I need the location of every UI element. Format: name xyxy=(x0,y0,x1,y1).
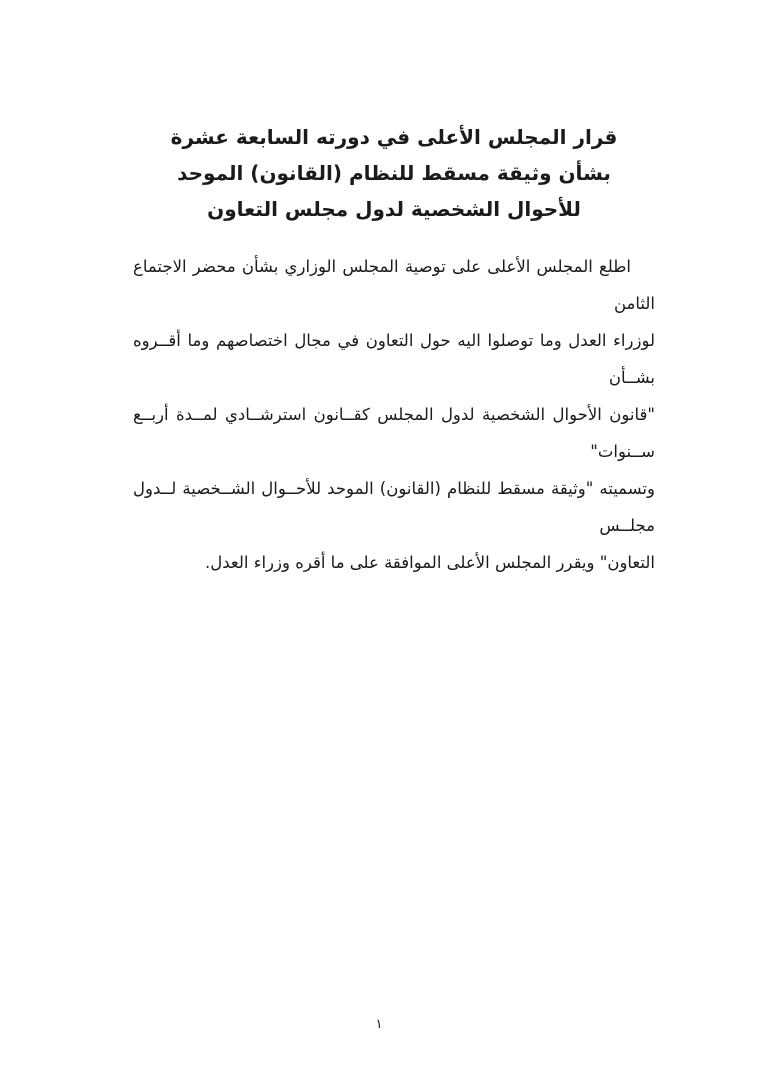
title-line-2: بشأن وثيقة مسقط للنظام (القانون) الموحد xyxy=(177,161,611,185)
body-line-2: لوزراء العدل وما توصلوا اليه حول التعاون في مجال اختصاصهم وما أقــروه بشــأن xyxy=(133,331,655,387)
body-line-5: التعاون" ويقرر المجلس الأعلى الموافقة على ما أقره وزراء العدل. xyxy=(205,553,655,572)
title-line-3: للأحوال الشخصية لدول مجلس التعاون xyxy=(207,197,581,221)
page-number: ١ xyxy=(375,1017,383,1032)
body-line-3: "قانون الأحوال الشخصية لدول المجلس كقــانون استرشــادي لمــدة أربــع ســنوات" xyxy=(133,405,655,461)
document-body-paragraph xyxy=(133,248,655,581)
body-line-4: وتسميته "وثيقة مسقط للنظام (القانون) الموحد للأحــوال الشــخصية لــدول مجلــس xyxy=(133,479,655,535)
body-line-1: اطلع المجلس الأعلى على توصية المجلس الوزاري بشأن محضر الاجتماع الثامن xyxy=(133,257,655,313)
title-line-1: قرار المجلس الأعلى في دورته السابعة عشرة xyxy=(170,125,618,149)
document-title xyxy=(133,119,655,227)
